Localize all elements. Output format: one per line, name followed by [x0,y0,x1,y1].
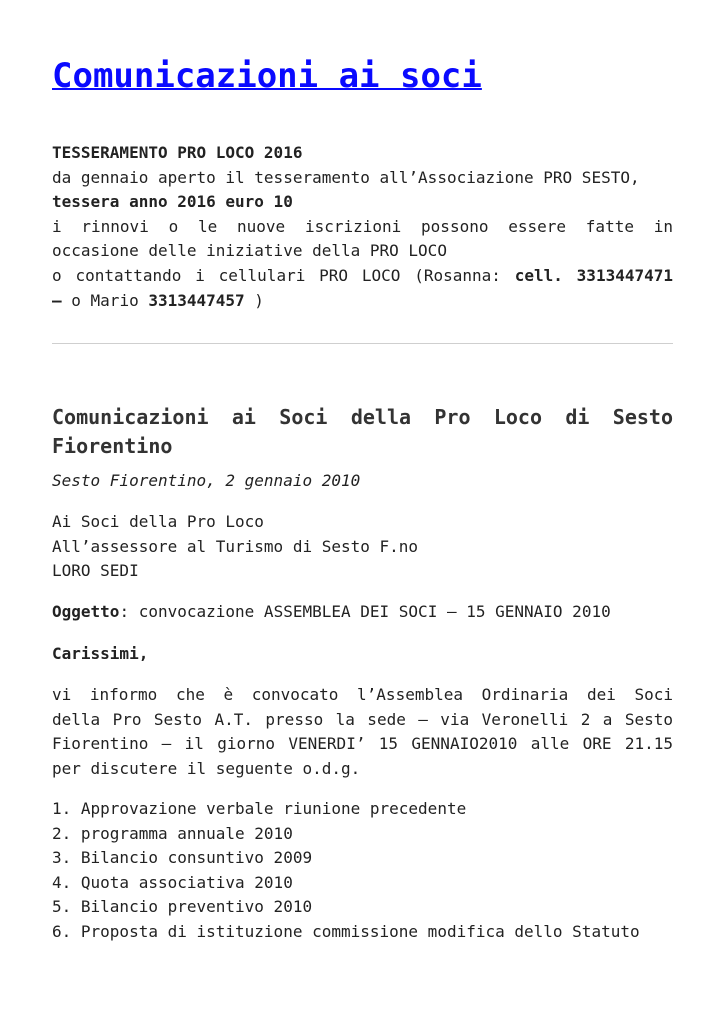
body-line: Fiorentino – il giorno VENERDI’ 15 GENNAIO2010 alle ORE 21.15 [52,734,673,754]
section-divider [52,343,673,344]
recipient-line: Ai Soci della Pro Loco [52,512,264,531]
page-title-link[interactable]: Comunicazioni ai soci [52,56,482,96]
agenda-item: 4. Quota associativa 2010 [52,872,293,892]
recipient-line: LORO SEDI [52,561,139,581]
subject-text: : convocazione ASSEMBLEA DEI SOCI – 15 GENNAIO 2010 [119,602,611,621]
contact-dash: – [52,290,62,310]
contact-phone-rosanna: cell. 3313447471 [514,265,674,285]
body-line: della Pro Sesto A.T. presso la sede – via Veronelli 2 a Sesto [52,709,673,729]
post-title-link[interactable] [52,403,673,461]
subject-line [52,600,673,625]
agenda-list [52,797,673,945]
contact-text: ) [244,290,264,310]
body-line: vi informo che è convocato l’Assemblea Ordinaria dei Soci [52,685,673,704]
agenda-item: 1. Approvazione verbale riunione precedente [52,799,467,818]
tesseramento-section [52,141,673,313]
tesseramento-contact-line [52,264,673,289]
agenda-item: 5. Bilancio preventivo 2010 [52,897,313,917]
contact-text: o contattando i cellulari PRO LOCO (Rosanna: [52,265,515,285]
tesseramento-price: tessera anno 2016 euro 10 [52,192,293,212]
greeting: Carissimi, [52,644,149,663]
letter-body [52,683,673,781]
body-line: per discutere il seguente o.d.g. [52,758,361,778]
contact-phone-mario: 3313447457 [148,290,245,310]
post-date: Sesto Fiorentino, 2 gennaio 2010 [52,471,361,490]
recipients [52,510,673,584]
subject-label: Oggetto [52,602,120,621]
post-title-line: Comunicazioni ai Soci della Pro Loco di Sesto [52,405,673,429]
tesseramento-heading: TESSERAMENTO PRO LOCO 2016 [52,143,303,162]
recipient-line: All’assessore al Turismo di Sesto F.no [52,536,419,556]
tesseramento-line: da gennaio aperto il tesseramento all’Associazione PRO SESTO, [52,167,640,187]
agenda-item: 3. Bilancio consuntivo 2009 [52,848,313,868]
contact-text: o Mario [61,290,149,310]
tesseramento-line: i rinnovi o le nuove iscrizioni possono essere fatte in [52,216,673,236]
post-title-line: Fiorentino [52,434,173,458]
tesseramento-contact-line [52,289,673,314]
agenda-item: 6. Proposta di istituzione commissione modifica dello Statuto [52,921,640,941]
tesseramento-line: occasione delle iniziative della PRO LOCO [52,241,447,261]
agenda-item: 2. programma annuale 2010 [52,823,293,843]
